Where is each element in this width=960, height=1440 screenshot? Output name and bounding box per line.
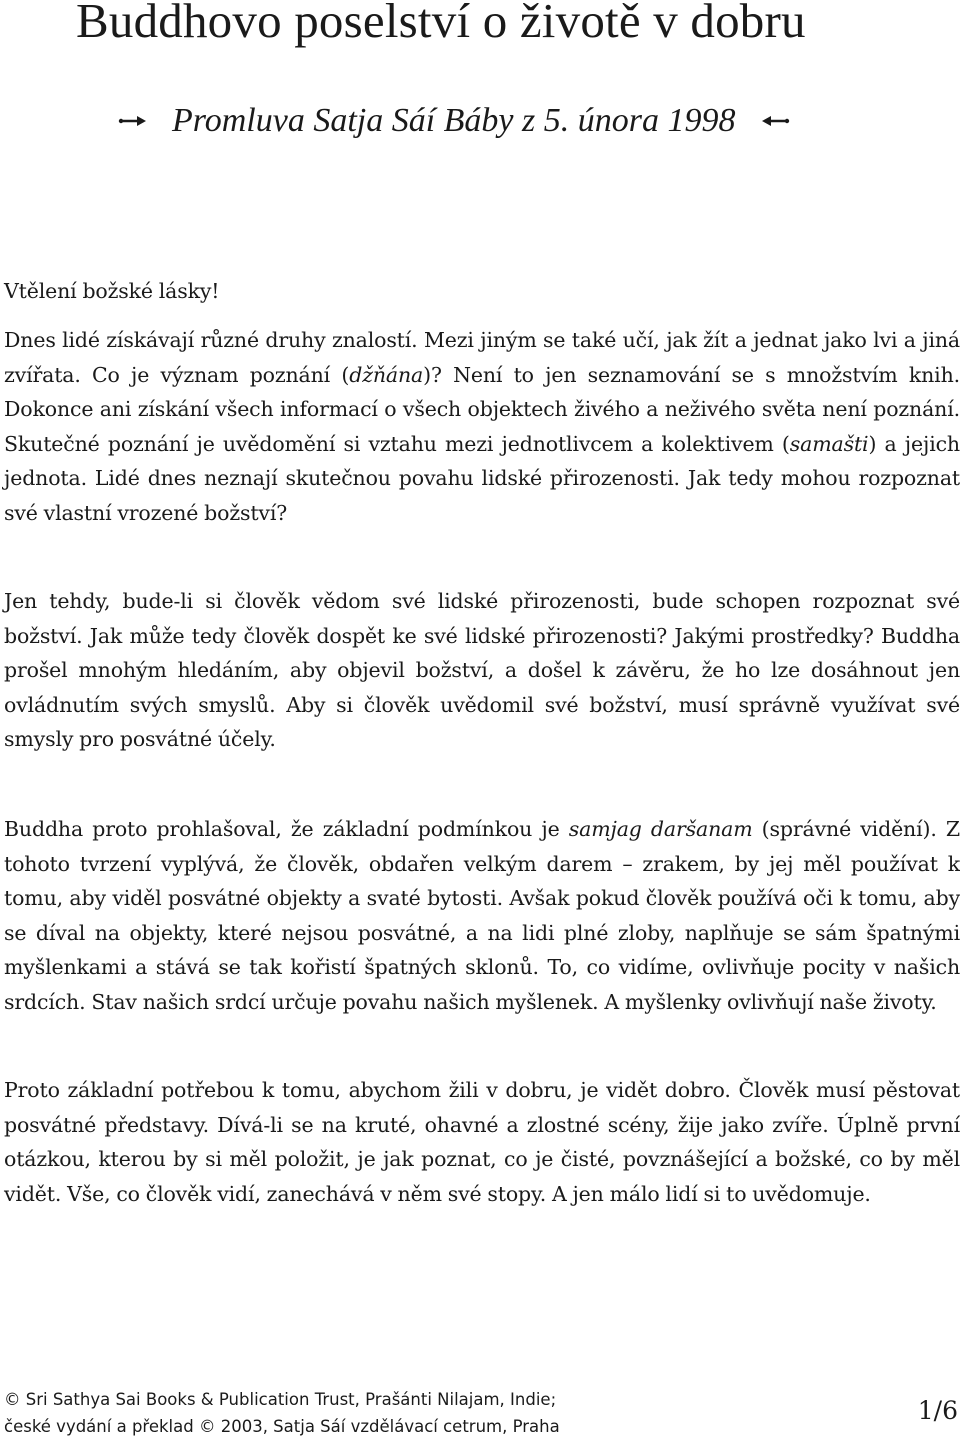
term-samjag-darshanam: samjag daršanam — [568, 817, 753, 841]
document-subtitle: Promluva Satja Sáí Báby z 5. února 1998 — [172, 102, 736, 139]
subtitle-row — [118, 100, 790, 142]
footer-translation-line: české vydání a překlad © 2003, Satja Sáí vzdělávací cetrum, Praha — [4, 1417, 560, 1436]
paragraph-1-text-a: Dnes lidé získávají různé druhy znalostí. Mezi jiným se také učí, jak žít a jednat jako lvi a jiná zvířata. Co je význam poznání ( — [4, 328, 960, 387]
paragraph-3-text-a: Buddha proto prohlašoval, že základní podmínkou je — [4, 817, 569, 841]
paragraph-1 — [4, 323, 960, 530]
greeting: Vtělení božské lásky! — [4, 279, 220, 303]
term-samashti: samašti — [789, 431, 869, 456]
paragraph-1-text-b: )? Není to jen seznamování se s množstvím knih. Dokonce ani získání všech informací o všech objektech živého a neživého světa není poznání. Skutečné poznání je uvědomění si vztahu mezi jednotlivcem a kolektivem ( — [4, 362, 960, 456]
footer — [4, 1386, 960, 1440]
left-arrow-icon — [760, 114, 790, 128]
paragraph-2: Jen tehdy, bude-li si člověk vědom své lidské přirozenosti, bude schopen rozpoznat své božství. Jak může tedy člověk dospět ke své lidské přirozenosti? Jakými prostředky? Buddha prošel mnohým hledáním, aby objevil božství, a došel k závěru, že ho lze dosáhnout jen ovládnutím svých smyslů. Aby si člověk uvědomil své božství, musí správně využívat své smysly pro posvátné účely. — [4, 589, 960, 751]
document-title: Buddhovo poselství o životě v dobru — [76, 0, 806, 48]
term-djnana: džňána — [349, 362, 424, 387]
paragraph-1-text-c: ) a jejich jednota. Lidé dnes neznají skutečnou povahu lidské přirozenosti. Jak tedy mohou rozpoznat své vlastní vrozené božství? — [4, 431, 960, 525]
paragraph-3 — [4, 812, 960, 1019]
page-number: 1/6 — [917, 1396, 958, 1425]
paragraph-3-text-b: (správné vidění). Z tohoto tvrzení vyplývá, že člověk, obdařen velkým darem – zrakem, by jej měl používat k tomu, aby viděl posvátné objekty a svaté bytosti. Avšak pokud člověk používá oči k tomu, aby se díval na objekty, které nejsou posvátné, a na lidi plné zloby, naplňuje se sám špatnými myšlenkami a stává se tak kořistí špatných sklonů. To, co vidíme, ovlivňuje pocity v našich srdcích. Stav našich srdcí určuje povahu našich myšlenek. A myšlenky ovlivňují naše životy. — [4, 817, 960, 1014]
paragraph-4: Proto základní potřebou k tomu, abychom žili v dobru, je vidět dobro. Člověk musí pěstovat posvátné představy. Dívá-li se na kruté, ohavné a zlostné scény, žije jako zvíře. Úplně první otázkou, kterou by si měl položit, je jak poznat, co je čisté, povznášející a božské, co by měl vidět. Vše, co člověk vidí, zanechává v něm své stopy. A jen málo lidí si to uvědomuje. — [4, 1078, 960, 1206]
right-arrow-icon — [118, 114, 148, 128]
footer-copyright-line: © Sri Sathya Sai Books & Publication Trust, Prašánti Nilajam, Indie; — [4, 1390, 557, 1409]
